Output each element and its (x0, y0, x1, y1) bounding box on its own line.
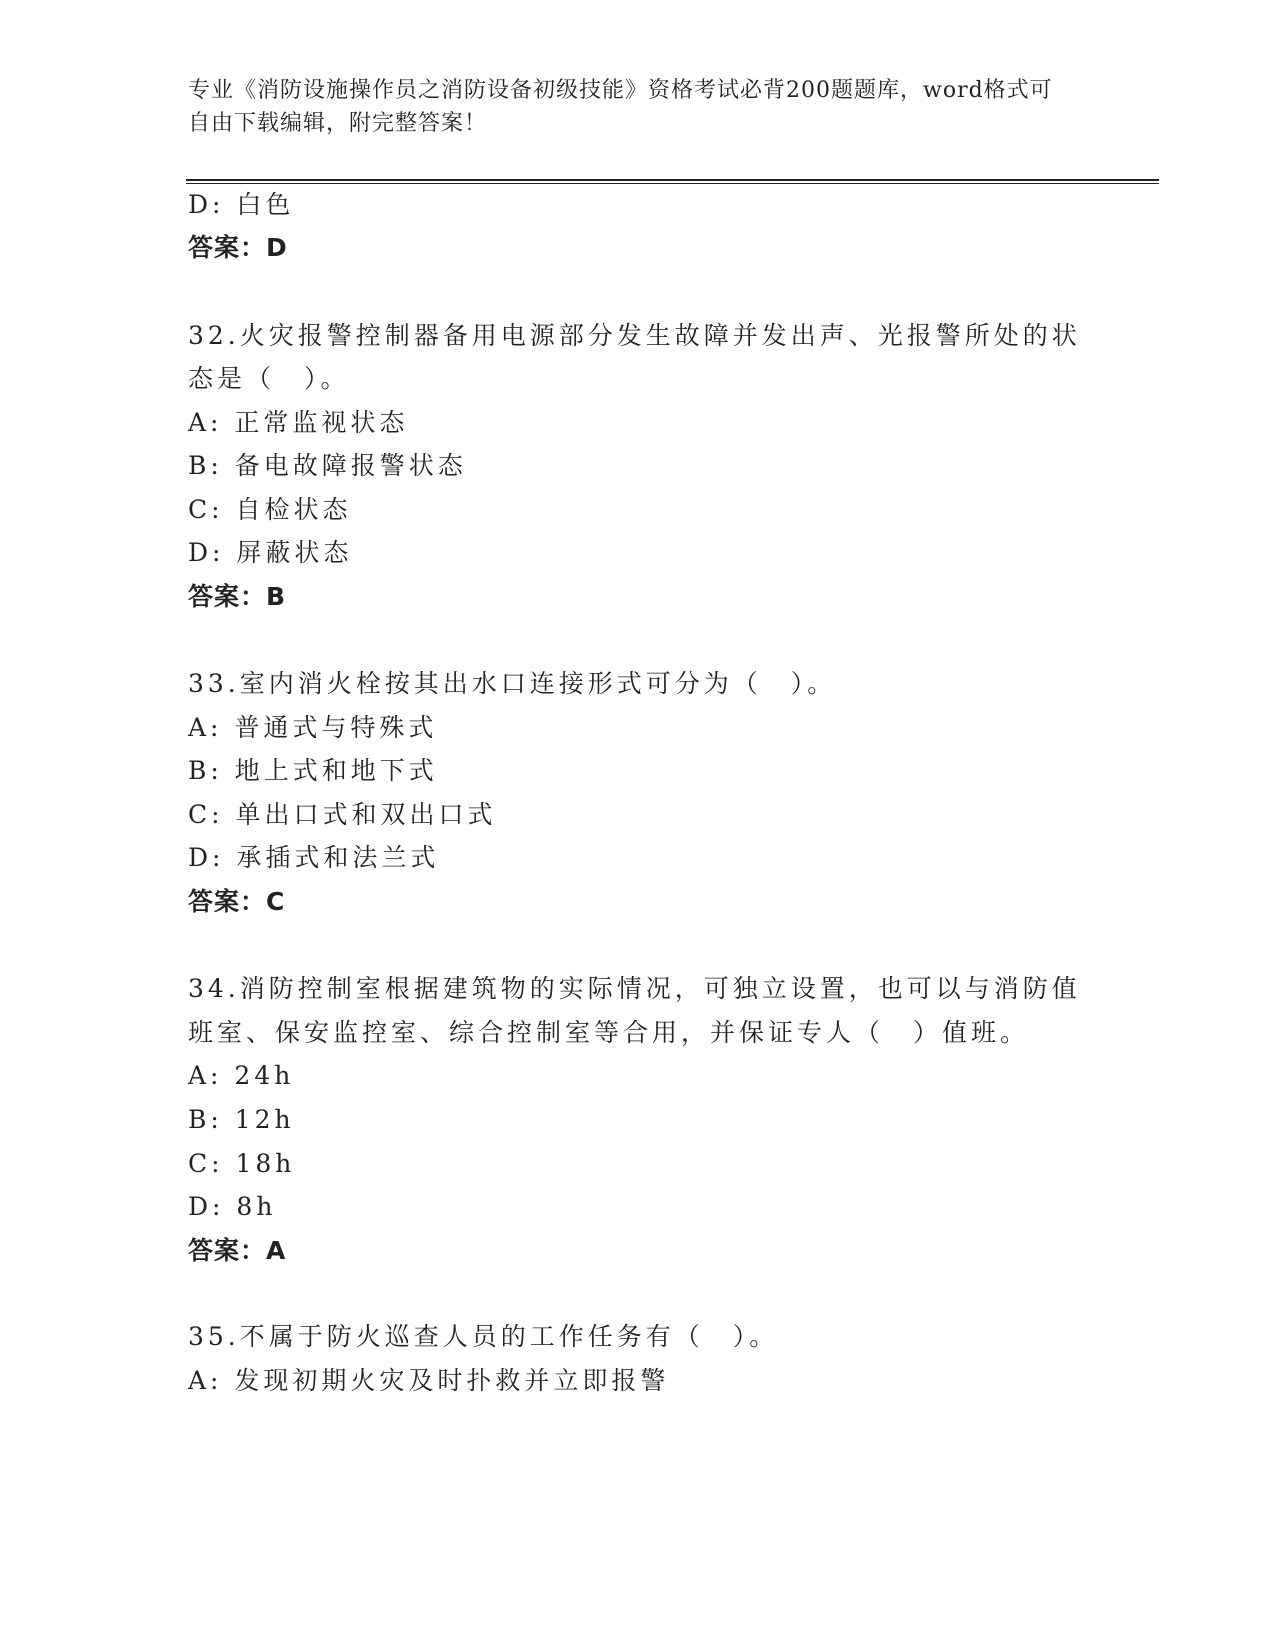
option-a: A: 发现初期火灾及时扑救并立即报警 (188, 1366, 670, 1395)
option-a: A: 普通式与特殊式 (188, 713, 438, 742)
question-32-stem-cont: 态是（ ）。 (188, 364, 350, 393)
document-header: 专业《消防设施操作员之消防设备初级技能》资格考试必背200题题库，word格式可自由下载编辑，附完整答案！ (188, 78, 1053, 136)
option-d: D: 8h (188, 1192, 277, 1221)
option-c: C: 单出口式和双出口式 (188, 800, 497, 829)
answer-line: 答案：D (188, 233, 288, 262)
option-d: D: 屏蔽状态 (188, 538, 353, 567)
answer-line: 答案：C (188, 887, 286, 916)
question-34-stem-cont: 班室、保安监控室、综合控制室等合用，并保证专人（ ）值班。 (188, 1018, 1030, 1047)
option-b: B: 备电故障报警状态 (188, 451, 467, 480)
option-a: A: 24h (188, 1061, 295, 1090)
question-33-stem: 33.室内消火栓按其出水口连接形式可分为（ ）。 (188, 669, 837, 698)
option-a: A: 正常监视状态 (188, 408, 409, 437)
question-35-stem: 35.不属于防火巡查人员的工作任务有（ ）。 (188, 1322, 779, 1351)
option-d: D: 白色 (188, 190, 295, 219)
option-b: B: 12h (188, 1105, 295, 1134)
option-d: D: 承插式和法兰式 (188, 843, 440, 872)
header-divider (186, 179, 1159, 184)
question-34-stem: 34.消防控制室根据建筑物的实际情况，可独立设置，也可以与消防值 (188, 974, 1081, 1003)
option-b: B: 地上式和地下式 (188, 756, 438, 785)
answer-line: 答案：B (188, 582, 287, 611)
option-c: C: 18h (188, 1149, 296, 1178)
option-c: C: 自检状态 (188, 495, 352, 524)
answer-line: 答案：A (188, 1236, 287, 1265)
question-32-stem: 32.火灾报警控制器备用电源部分发生故障并发出声、光报警所处的状 (188, 321, 1081, 350)
